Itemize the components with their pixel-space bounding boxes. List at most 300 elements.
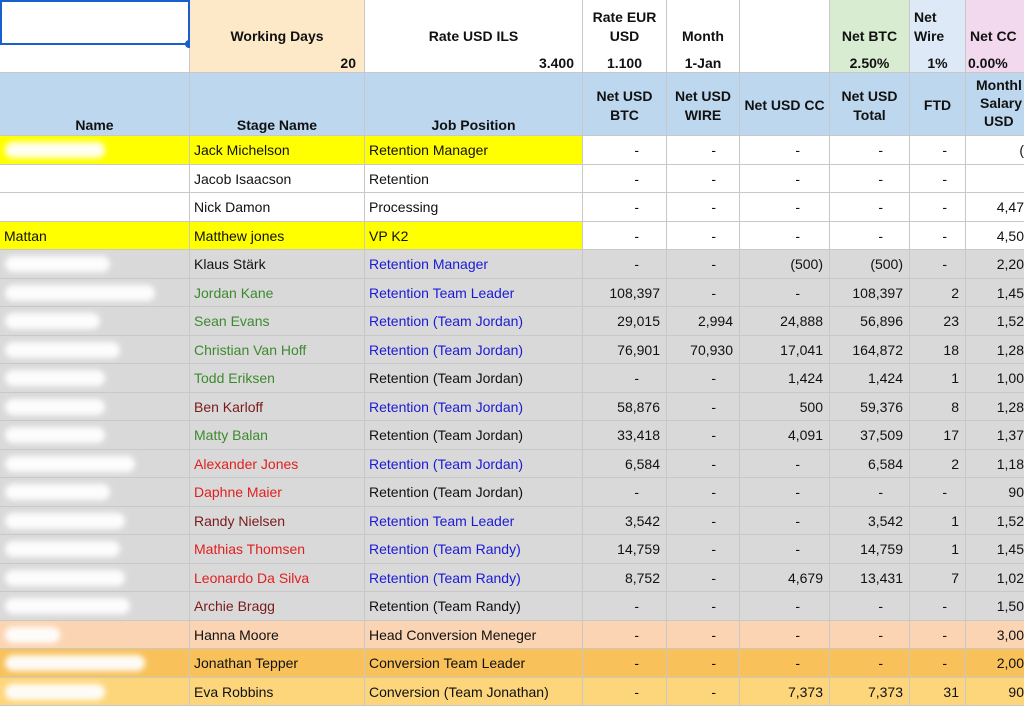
ftd-cell[interactable] [910, 421, 966, 450]
column-header-net-usd-cc[interactable] [740, 73, 830, 136]
stage-name-cell[interactable] [190, 165, 365, 193]
net-usd-btc-value: - [634, 171, 639, 187]
ftd-value: 1 [951, 370, 959, 386]
stage-name-value: Klaus Stärk [194, 256, 266, 272]
net-usd-btc-value: 3,542 [624, 513, 660, 529]
job-position-cell[interactable] [365, 535, 583, 564]
net-usd-cc-cell[interactable] [740, 193, 830, 222]
column-header-stage-name-label: Stage Name [236, 117, 318, 133]
net-cc-label: Net CC [970, 28, 1017, 44]
column-header-net-usd-btc[interactable] [583, 73, 667, 136]
net-usd-total-value: 7,373 [867, 684, 903, 700]
stage-name-cell[interactable] [190, 336, 365, 364]
ftd-cell[interactable] [910, 393, 966, 421]
redacted-name-blur [5, 370, 105, 386]
stage-name-cell[interactable] [190, 421, 365, 450]
net-usd-wire-cell[interactable] [667, 507, 740, 535]
net-usd-cc-value: - [795, 285, 800, 301]
net-usd-total-value: - [878, 171, 883, 187]
job-position-value: Retention (Team Randy) [369, 598, 521, 614]
job-position-value: Retention Team Leader [369, 285, 515, 301]
ftd-value: 7 [951, 570, 959, 586]
net-usd-total-value: 56,896 [860, 313, 903, 329]
salary-cell[interactable] [966, 621, 1024, 649]
net-btc-cell[interactable] [830, 0, 910, 73]
net-usd-wire-cell[interactable] [667, 136, 740, 165]
job-position-cell[interactable] [365, 165, 583, 193]
ftd-value: 17 [943, 427, 959, 443]
net-usd-cc-value: 4,091 [787, 427, 823, 443]
ftd-cell[interactable] [910, 136, 966, 165]
ftd-cell[interactable] [910, 621, 966, 649]
name-cell[interactable] [0, 336, 190, 364]
salary-cell[interactable] [966, 250, 1024, 279]
net-usd-wire-cell[interactable] [667, 564, 740, 592]
salary-value: 1,18 [996, 456, 1024, 472]
stage-name-value: Hanna Moore [194, 627, 279, 643]
salary-cell[interactable] [966, 507, 1024, 535]
net-usd-btc-cell[interactable] [583, 279, 667, 307]
ftd-cell[interactable] [910, 678, 966, 706]
net-usd-wire-value: - [711, 399, 716, 415]
net-usd-btc-cell[interactable] [583, 678, 667, 706]
net-usd-btc-cell[interactable] [583, 136, 667, 165]
net-usd-wire-value: - [711, 570, 716, 586]
salary-cell[interactable] [966, 592, 1024, 621]
job-position-cell[interactable] [365, 592, 583, 621]
redacted-name-blur [5, 285, 155, 301]
job-position-value: Conversion (Team Jonathan) [369, 684, 549, 700]
net-usd-wire-cell[interactable] [667, 621, 740, 649]
salary-cell[interactable] [966, 364, 1024, 393]
net-usd-total-cell[interactable] [830, 364, 910, 393]
stage-name-value: Jacob Isaacson [194, 171, 292, 187]
net-usd-total-cell[interactable] [830, 507, 910, 535]
stage-name-value: Leonardo Da Silva [194, 570, 310, 586]
stage-name-cell[interactable] [190, 393, 365, 421]
net-usd-total-cell[interactable] [830, 222, 910, 250]
job-position-cell[interactable] [365, 649, 583, 678]
job-position-cell[interactable] [365, 678, 583, 706]
net-usd-wire-cell[interactable] [667, 279, 740, 307]
net-usd-cc-cell[interactable] [740, 678, 830, 706]
stage-name-value: Ben Karloff [194, 399, 264, 415]
net-usd-btc-value: - [634, 199, 639, 215]
name-cell[interactable] [0, 193, 190, 222]
stage-name-cell[interactable] [190, 564, 365, 592]
net-usd-wire-cell[interactable] [667, 222, 740, 250]
net-usd-total-cell[interactable] [830, 165, 910, 193]
column-header-job-position[interactable] [365, 73, 583, 136]
ftd-value: 18 [943, 342, 959, 358]
column-header-net-usd-wire[interactable] [667, 73, 740, 136]
net-btc-value: 2.50% [849, 55, 890, 71]
ftd-cell[interactable] [910, 535, 966, 564]
net-usd-total-value: - [878, 199, 883, 215]
job-position-cell[interactable] [365, 193, 583, 222]
salary-cell[interactable] [966, 649, 1024, 678]
ftd-cell[interactable] [910, 478, 966, 507]
salary-cell[interactable] [966, 478, 1024, 507]
column-header-net-usd-cc-label: Net USD CC [744, 97, 825, 113]
net-usd-wire-cell[interactable] [667, 478, 740, 507]
salary-value: 1,50 [996, 598, 1024, 614]
name-cell[interactable] [0, 450, 190, 478]
month-cell[interactable] [667, 0, 740, 73]
ftd-value: - [942, 627, 947, 643]
net-usd-btc-cell[interactable] [583, 165, 667, 193]
net-usd-total-value: 37,509 [860, 427, 903, 443]
net-usd-total-cell[interactable] [830, 307, 910, 336]
net-usd-wire-cell[interactable] [667, 678, 740, 706]
salary-value: 1,52 [996, 513, 1024, 529]
net-usd-cc-value: (500) [790, 256, 823, 272]
net-usd-wire-value: - [711, 171, 716, 187]
salary-value: 90 [1008, 484, 1024, 500]
salary-cell[interactable] [966, 165, 1024, 193]
job-position-cell[interactable] [365, 279, 583, 307]
salary-cell[interactable] [966, 678, 1024, 706]
job-position-value: Retention (Team Jordan) [369, 342, 524, 358]
name-cell[interactable] [0, 364, 190, 393]
ftd-value: 1 [951, 513, 959, 529]
column-header-net-usd-wire-line2: WIRE [684, 107, 722, 123]
rate-usd-ils-label: Rate USD ILS [428, 28, 519, 44]
net-usd-wire-cell[interactable] [667, 535, 740, 564]
salary-value: 2,20 [996, 256, 1024, 272]
job-position-value: Retention (Team Randy) [369, 570, 521, 586]
net-usd-cc-cell[interactable] [740, 279, 830, 307]
stage-name-value: Jonathan Tepper [194, 655, 299, 671]
net-usd-btc-cell[interactable] [583, 250, 667, 279]
net-usd-cc-cell[interactable] [740, 250, 830, 279]
name-cell[interactable] [0, 250, 190, 279]
job-position-cell[interactable] [365, 136, 583, 165]
name-cell[interactable] [0, 279, 190, 307]
stage-name-cell[interactable] [190, 222, 365, 250]
net-usd-btc-cell[interactable] [583, 507, 667, 535]
name-cell[interactable] [0, 592, 190, 621]
net-usd-cc-value: - [795, 456, 800, 472]
net-usd-btc-cell[interactable] [583, 307, 667, 336]
salary-value: 1,28 [996, 399, 1024, 415]
salary-cell[interactable] [966, 535, 1024, 564]
stage-name-cell[interactable] [190, 136, 365, 165]
ftd-cell[interactable] [910, 564, 966, 592]
rate-usd-ils-cell[interactable] [365, 0, 583, 73]
net-usd-btc-cell[interactable] [583, 649, 667, 678]
net-usd-wire-value: - [711, 513, 716, 529]
net-usd-cc-cell[interactable] [740, 649, 830, 678]
net-usd-btc-cell[interactable] [583, 478, 667, 507]
net-usd-total-cell[interactable] [830, 421, 910, 450]
net-usd-total-cell[interactable] [830, 393, 910, 421]
column-header-net-usd-total-line2: Total [853, 107, 886, 123]
working-days-cell[interactable] [190, 0, 365, 73]
net-usd-cc-cell[interactable] [740, 507, 830, 535]
net-usd-btc-cell[interactable] [583, 564, 667, 592]
salary-cell[interactable] [966, 136, 1024, 165]
name-cell[interactable] [0, 478, 190, 507]
net-usd-total-cell[interactable] [830, 136, 910, 165]
ftd-cell[interactable] [910, 165, 966, 193]
ftd-value: - [942, 256, 947, 272]
stage-name-value: Todd Eriksen [194, 370, 275, 386]
stage-name-value: Nick Damon [194, 199, 271, 215]
salary-cell[interactable] [966, 336, 1024, 364]
name-cell[interactable] [0, 307, 190, 336]
net-usd-total-cell[interactable] [830, 592, 910, 621]
net-usd-total-value: 108,397 [852, 285, 903, 301]
net-usd-wire-value: - [711, 199, 716, 215]
net-usd-wire-cell[interactable] [667, 393, 740, 421]
column-header-net-usd-wire-line1: Net USD [674, 88, 731, 104]
net-usd-total-cell[interactable] [830, 250, 910, 279]
stage-name-cell[interactable] [190, 592, 365, 621]
salary-cell[interactable] [966, 193, 1024, 222]
salary-cell[interactable] [966, 279, 1024, 307]
net-usd-cc-cell[interactable] [740, 393, 830, 421]
redacted-name-blur [5, 655, 145, 671]
net-usd-wire-cell[interactable] [667, 307, 740, 336]
stage-name-cell[interactable] [190, 250, 365, 279]
name-cell[interactable] [0, 393, 190, 421]
column-header-salary-line3: USD [984, 113, 1014, 129]
ftd-cell[interactable] [910, 592, 966, 621]
redacted-name-blur [5, 456, 135, 472]
ftd-cell[interactable] [910, 649, 966, 678]
net-usd-btc-value: 108,397 [609, 285, 660, 301]
job-position-cell[interactable] [365, 621, 583, 649]
net-usd-wire-cell[interactable] [667, 336, 740, 364]
job-position-cell[interactable] [365, 307, 583, 336]
stage-name-cell[interactable] [190, 507, 365, 535]
ftd-value: - [942, 228, 947, 244]
net-usd-wire-cell[interactable] [667, 421, 740, 450]
salary-cell[interactable] [966, 450, 1024, 478]
net-usd-cc-cell[interactable] [740, 478, 830, 507]
rate-eur-usd-cell[interactable] [583, 0, 667, 73]
ftd-cell[interactable] [910, 250, 966, 279]
salary-value: 1,45 [996, 541, 1024, 557]
net-usd-btc-value: - [634, 627, 639, 643]
column-header-stage-name[interactable] [190, 73, 365, 136]
job-position-cell[interactable] [365, 336, 583, 364]
column-header-ftd-label: FTD [923, 97, 952, 113]
name-cell[interactable] [0, 507, 190, 535]
ftd-value: 23 [943, 313, 959, 329]
net-usd-wire-cell[interactable] [667, 450, 740, 478]
net-usd-cc-cell[interactable] [740, 421, 830, 450]
net-usd-btc-cell[interactable] [583, 450, 667, 478]
salary-cell[interactable] [966, 222, 1024, 250]
net-usd-btc-value: - [634, 142, 639, 158]
net-usd-cc-value: - [795, 627, 800, 643]
net-usd-btc-cell[interactable] [583, 535, 667, 564]
job-position-value: Retention (Team Jordan) [369, 370, 524, 386]
net-usd-cc-cell[interactable] [740, 364, 830, 393]
stage-name-cell[interactable] [190, 678, 365, 706]
column-header-salary[interactable] [966, 73, 1024, 136]
net-usd-total-cell[interactable] [830, 649, 910, 678]
column-header-ftd[interactable] [910, 73, 966, 136]
name-cell[interactable] [0, 649, 190, 678]
working-days-value: 20 [340, 55, 356, 71]
net-usd-total-cell[interactable] [830, 279, 910, 307]
net-usd-cc-cell[interactable] [740, 307, 830, 336]
job-position-cell[interactable] [365, 478, 583, 507]
net-usd-wire-cell[interactable] [667, 364, 740, 393]
ftd-cell[interactable] [910, 450, 966, 478]
net-usd-btc-cell[interactable] [583, 336, 667, 364]
net-usd-cc-cell[interactable] [740, 621, 830, 649]
stage-name-cell[interactable] [190, 364, 365, 393]
net-usd-total-cell[interactable] [830, 564, 910, 592]
job-position-cell[interactable] [365, 421, 583, 450]
net-usd-btc-cell[interactable] [583, 364, 667, 393]
salary-value: 1,52 [996, 313, 1024, 329]
selection-outline [0, 0, 190, 45]
net-usd-total-cell[interactable] [830, 193, 910, 222]
net-usd-cc-cell[interactable] [740, 535, 830, 564]
net-usd-cc-value: - [795, 171, 800, 187]
net-usd-cc-cell[interactable] [740, 564, 830, 592]
net-usd-cc-value: - [795, 199, 800, 215]
ftd-cell[interactable] [910, 193, 966, 222]
net-wire-label-2: Wire [914, 28, 945, 44]
net-usd-cc-cell[interactable] [740, 222, 830, 250]
name-cell[interactable] [0, 421, 190, 450]
ftd-value: 2 [951, 285, 959, 301]
ftd-cell[interactable] [910, 336, 966, 364]
job-position-cell[interactable] [365, 222, 583, 250]
job-position-cell[interactable] [365, 393, 583, 421]
job-position-cell[interactable] [365, 564, 583, 592]
rate-eur-usd-label-2: USD [609, 28, 640, 44]
net-usd-wire-value: - [711, 427, 716, 443]
salary-cell[interactable] [966, 421, 1024, 450]
net-usd-total-cell[interactable] [830, 535, 910, 564]
net-usd-total-cell[interactable] [830, 678, 910, 706]
net-wire-label-1: Net [914, 9, 937, 25]
redacted-name-blur [5, 313, 100, 329]
stage-name-cell[interactable] [190, 450, 365, 478]
net-usd-wire-value: - [711, 484, 716, 500]
name-cell[interactable] [0, 222, 190, 250]
net-wire-cell[interactable] [910, 0, 966, 73]
column-header-net-usd-total[interactable] [830, 73, 910, 136]
name-value: Mattan [4, 228, 47, 244]
net-usd-cc-cell[interactable] [740, 592, 830, 621]
name-cell[interactable] [0, 165, 190, 193]
salary-cell[interactable] [966, 393, 1024, 421]
net-usd-cc-cell[interactable] [740, 136, 830, 165]
job-position-value: Retention (Team Randy) [369, 541, 521, 557]
net-cc-cell[interactable] [966, 0, 1024, 73]
net-usd-wire-value: - [711, 627, 716, 643]
net-usd-btc-value: - [634, 228, 639, 244]
job-position-cell[interactable] [365, 507, 583, 535]
name-cell[interactable] [0, 564, 190, 592]
job-position-cell[interactable] [365, 450, 583, 478]
net-usd-wire-cell[interactable] [667, 250, 740, 279]
net-usd-cc-value: - [795, 228, 800, 244]
stage-name-value: Randy Nielsen [194, 513, 286, 529]
ftd-cell[interactable] [910, 279, 966, 307]
working-days-label: Working Days [230, 28, 324, 44]
ftd-cell[interactable] [910, 507, 966, 535]
net-usd-wire-value: 70,930 [690, 342, 733, 358]
redacted-name-blur [5, 513, 125, 529]
salary-cell[interactable] [966, 564, 1024, 592]
ftd-cell[interactable] [910, 307, 966, 336]
redacted-name-blur [5, 627, 60, 643]
stage-name-cell[interactable] [190, 621, 365, 649]
net-usd-wire-cell[interactable] [667, 165, 740, 193]
stage-name-cell[interactable] [190, 649, 365, 678]
column-header-name[interactable] [0, 73, 190, 136]
job-position-value: Retention Manager [369, 256, 489, 272]
stage-name-cell[interactable] [190, 193, 365, 222]
blank-param-cell[interactable] [740, 0, 830, 73]
stage-name-cell[interactable] [190, 478, 365, 507]
net-usd-wire-value: 2,994 [697, 313, 733, 329]
redacted-name-blur [5, 342, 120, 358]
name-cell[interactable] [0, 678, 190, 706]
net-usd-cc-cell[interactable] [740, 165, 830, 193]
net-usd-total-value: - [878, 598, 883, 614]
ftd-cell[interactable] [910, 364, 966, 393]
salary-cell[interactable] [966, 307, 1024, 336]
net-usd-btc-cell[interactable] [583, 222, 667, 250]
stage-name-cell[interactable] [190, 279, 365, 307]
net-usd-total-cell[interactable] [830, 478, 910, 507]
net-usd-total-value: 14,759 [860, 541, 903, 557]
net-usd-cc-cell[interactable] [740, 450, 830, 478]
job-position-cell[interactable] [365, 364, 583, 393]
rate-eur-usd-label-1: Rate EUR [592, 9, 657, 25]
ftd-cell[interactable] [910, 222, 966, 250]
net-usd-wire-cell[interactable] [667, 592, 740, 621]
job-position-cell[interactable] [365, 250, 583, 279]
net-usd-total-cell[interactable] [830, 336, 910, 364]
net-usd-btc-value: - [634, 598, 639, 614]
net-usd-btc-cell[interactable] [583, 393, 667, 421]
net-usd-cc-cell[interactable] [740, 336, 830, 364]
redacted-name-blur [5, 427, 105, 443]
column-header-net-usd-btc-line2: BTC [610, 107, 639, 123]
net-usd-total-cell[interactable] [830, 621, 910, 649]
net-usd-btc-cell[interactable] [583, 421, 667, 450]
name-cell[interactable] [0, 136, 190, 165]
net-usd-total-value: - [878, 228, 883, 244]
net-usd-btc-cell[interactable] [583, 592, 667, 621]
net-usd-wire-cell[interactable] [667, 193, 740, 222]
stage-name-value: Matthew jones [194, 228, 285, 244]
net-usd-wire-cell[interactable] [667, 649, 740, 678]
net-usd-total-cell[interactable] [830, 450, 910, 478]
stage-name-cell[interactable] [190, 535, 365, 564]
stage-name-cell[interactable] [190, 307, 365, 336]
job-position-value: Retention (Team Jordan) [369, 399, 524, 415]
net-usd-btc-cell[interactable] [583, 621, 667, 649]
net-usd-btc-cell[interactable] [583, 193, 667, 222]
job-position-value: Retention Team Leader [369, 513, 515, 529]
name-cell[interactable] [0, 621, 190, 649]
name-cell[interactable] [0, 535, 190, 564]
salary-value: ( [1019, 142, 1024, 158]
salary-value: 2,00 [996, 655, 1024, 671]
